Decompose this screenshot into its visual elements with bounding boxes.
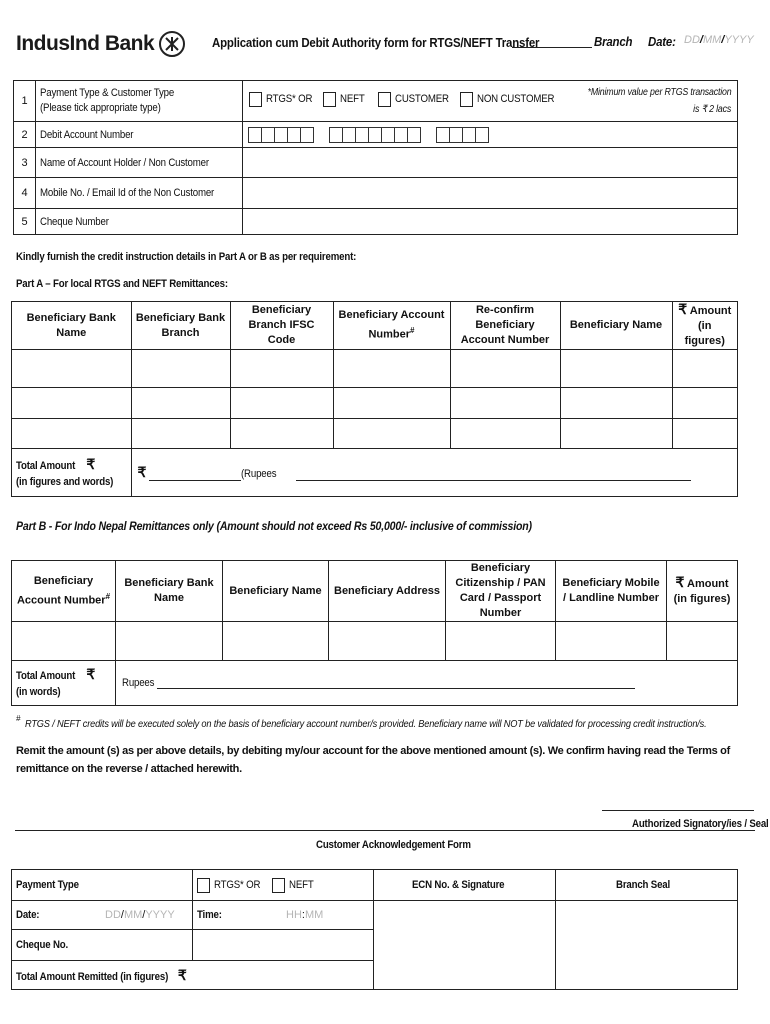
cell-input[interactable]	[446, 622, 556, 661]
branch-seal-label: Branch Seal	[615, 879, 670, 891]
ack-rtgs-checkbox[interactable]	[197, 878, 210, 893]
rupee-icon: ₹	[177, 966, 187, 983]
cell-input[interactable]	[450, 350, 560, 388]
ack-time-label: Time:	[197, 909, 222, 921]
table-row	[12, 350, 738, 388]
rupees-label: Rupees	[122, 677, 155, 689]
row-debit-account	[14, 122, 738, 148]
cell-input[interactable]	[333, 419, 450, 449]
neft-checkbox[interactable]	[323, 92, 336, 107]
cell-input[interactable]	[672, 350, 738, 388]
ack-total-label: Total Amount Remitted (in figures)	[16, 970, 169, 983]
cell-input[interactable]	[667, 622, 738, 661]
row-payment-type	[14, 81, 738, 122]
cell-input[interactable]	[672, 419, 738, 449]
ack-title: Customer Acknowledgement Form	[316, 839, 471, 851]
hash-mark: #	[105, 591, 111, 601]
payment-options-cell	[242, 81, 737, 122]
min-note-line1: *Minimum value per RTGS transaction	[587, 87, 731, 98]
part-a-table	[11, 301, 738, 497]
date-sep: /	[699, 34, 703, 46]
date-mm: MM	[702, 34, 722, 46]
debit-account-boxes	[242, 122, 737, 148]
col-header: Beneficiary Account Number	[16, 574, 106, 607]
part-b-table	[11, 560, 738, 706]
header-date-field[interactable]	[648, 34, 754, 49]
cell-input[interactable]	[131, 419, 230, 449]
cell-input[interactable]	[560, 388, 672, 419]
ack-neft-checkbox[interactable]	[272, 878, 285, 893]
cell-input[interactable]	[223, 622, 329, 661]
part-b-heading	[16, 519, 602, 533]
branch-field[interactable]	[512, 47, 592, 48]
customer-checkbox[interactable]	[378, 92, 391, 107]
row-number: 5	[14, 209, 36, 235]
authorization-text: Remit the amount (s) as per above details, by debiting my/our account for the above mentioned amount (s). We confirm having read the Terms of remittance on the reverse / attached herewith.	[16, 745, 730, 775]
cell-input[interactable]	[131, 350, 230, 388]
part-a-total-row	[12, 449, 738, 497]
total-words-line[interactable]	[296, 469, 691, 481]
footnote-text: RTGS / NEFT credits will be executed solely on the basis of beneficiary account number/s provided. Beneficiary name will NOT be validated for processing credit instruction/s.	[24, 718, 707, 731]
row-number: 3	[14, 148, 36, 178]
total-amount-hint: (in figures and words)	[16, 475, 114, 488]
row-number: 2	[14, 122, 36, 148]
customer-label: CUSTOMER	[394, 93, 449, 106]
ack-cheque-input[interactable]	[193, 930, 374, 961]
cell-input[interactable]	[12, 419, 132, 449]
time-sep: :	[301, 909, 305, 921]
col-header: Amount (in figures)	[673, 578, 731, 605]
rupee-icon: ₹	[86, 666, 96, 682]
total-amount-hint: (in words)	[16, 686, 61, 698]
bank-logo-text: IndusInd Bank	[16, 32, 155, 55]
neft-option[interactable]	[323, 92, 368, 107]
account-holder-input[interactable]	[242, 148, 737, 178]
cell-input[interactable]	[672, 388, 738, 419]
cell-input[interactable]	[556, 622, 667, 661]
ack-total-cell[interactable]	[12, 961, 374, 990]
cell-input[interactable]	[450, 388, 560, 419]
ack-date-cell[interactable]	[12, 901, 193, 930]
total-figures-line[interactable]	[149, 469, 241, 481]
col-header: Beneficiary Mobile / Landline Number	[562, 577, 660, 604]
rupees-label: (Rupees	[241, 468, 277, 480]
col-header: Amount (in figures)	[684, 305, 732, 347]
cell-input[interactable]	[560, 419, 672, 449]
branch-label: Branch	[594, 34, 633, 49]
cell-input[interactable]	[333, 350, 450, 388]
rupee-icon: ₹	[86, 455, 96, 472]
ack-date-mm: MM	[123, 909, 143, 921]
cheque-number-input[interactable]	[242, 209, 737, 235]
cell-input[interactable]	[230, 350, 333, 388]
account-box-group-3[interactable]	[437, 128, 489, 140]
noncustomer-option[interactable]	[460, 92, 565, 107]
row-number: 4	[14, 178, 36, 209]
date-yyyy: YYYY	[724, 34, 754, 46]
ack-cheque-label: Cheque No.	[16, 939, 69, 951]
mobile-email-label: Mobile No. / Email Id of the Non Customer	[40, 187, 215, 199]
col-header: Beneficiary Account Number	[338, 309, 445, 341]
cell-input[interactable]	[131, 388, 230, 419]
table-row	[12, 419, 738, 449]
account-holder-label: Name of Account Holder / Non Customer	[40, 156, 209, 169]
total-words-line[interactable]	[157, 677, 635, 689]
col-header: Beneficiary Bank Branch	[135, 311, 226, 339]
row-cheque-number	[14, 209, 738, 235]
col-header: Beneficiary Citizenship / PAN Card / Passport Number	[455, 562, 546, 619]
ecn-cell	[374, 870, 556, 901]
row-mobile-email	[14, 178, 738, 209]
part-b-limit: (Amount should not exceed Rs 50,000/- inclusive of commission)	[216, 519, 532, 533]
total-label-cell	[12, 661, 116, 706]
ack-neft-option[interactable]	[272, 879, 317, 891]
rupee-icon: ₹	[137, 464, 147, 480]
neft-label: NEFT	[339, 93, 365, 106]
cell-input[interactable]	[560, 350, 672, 388]
cell-input[interactable]	[333, 388, 450, 419]
payment-type-hint: (Please tick appropriate type)	[40, 102, 161, 114]
col-header: Re-confirm Beneficiary Account Number	[460, 304, 550, 346]
cell-input[interactable]	[230, 419, 333, 449]
row-account-holder	[14, 148, 738, 178]
ecn-label: ECN No. & Signature	[412, 879, 505, 891]
debit-account-label: Debit Account Number	[40, 128, 134, 141]
ack-time-placeholder	[286, 909, 323, 921]
cell-input[interactable]	[12, 622, 116, 661]
cell-input[interactable]	[12, 350, 132, 388]
col-header: Beneficiary Name	[569, 319, 663, 331]
total-amount-field[interactable]	[131, 449, 738, 497]
table-row	[12, 622, 738, 661]
cell-input[interactable]	[12, 388, 132, 419]
ack-payment-type-label: Payment Type	[16, 879, 79, 891]
part-b-header-row	[12, 561, 738, 622]
ack-date-dd: DD	[105, 909, 121, 921]
col-header: Beneficiary Address	[334, 584, 440, 597]
total-words-field[interactable]	[116, 661, 738, 706]
cell-input[interactable]	[230, 388, 333, 419]
ack-row-payment	[12, 870, 738, 901]
minimum-value-note	[568, 84, 731, 118]
date-dd: DD	[684, 34, 700, 46]
part-b-total-row	[12, 661, 738, 706]
ack-neft-label: NEFT	[288, 878, 314, 891]
branch-seal-area	[556, 901, 738, 990]
ack-table	[11, 869, 738, 990]
header-date-label: Date:	[648, 34, 676, 49]
hash-mark: #	[16, 714, 21, 723]
total-amount-label: Total Amount	[16, 670, 76, 682]
customer-details-table	[13, 80, 738, 235]
total-label-cell	[12, 449, 132, 497]
col-header: Beneficiary Bank Name	[124, 577, 214, 604]
row-number: 1	[14, 81, 36, 122]
rtgs-label: RTGS* OR	[265, 93, 313, 106]
row-label	[36, 81, 243, 122]
bank-logo	[16, 28, 186, 60]
ack-time-cell[interactable]	[193, 901, 374, 930]
mobile-email-input[interactable]	[242, 178, 737, 209]
cell-input[interactable]	[329, 622, 446, 661]
account-box-group-1[interactable]	[249, 128, 314, 140]
date-sep: /	[142, 909, 146, 921]
cell-input[interactable]	[116, 622, 223, 661]
ack-rtgs-label: RTGS* OR	[214, 878, 261, 891]
customer-option[interactable]	[378, 92, 456, 107]
date-sep: /	[120, 909, 124, 921]
ecn-signature-area[interactable]	[374, 901, 556, 990]
part-a-header-row	[12, 302, 738, 350]
ack-time-hh: HH	[286, 909, 302, 921]
col-header: Beneficiary Bank Name	[26, 311, 116, 339]
ack-time-mm: MM	[304, 909, 324, 921]
total-amount-label: Total Amount	[16, 459, 76, 472]
instruction-text: Kindly furnish the credit instruction details in Part A or B as per requirement:	[16, 251, 357, 263]
ack-date-label: Date:	[16, 909, 40, 921]
ack-date-placeholder	[105, 909, 175, 921]
col-header: Beneficiary Branch IFSC Code	[248, 304, 315, 346]
signature-line[interactable]	[602, 810, 754, 811]
noncustomer-checkbox[interactable]	[460, 92, 473, 107]
section-divider	[15, 830, 755, 831]
ack-row-date	[12, 901, 738, 930]
min-note-line2: is ₹ 2 lacs	[693, 104, 731, 115]
part-a-heading: Part A – For local RTGS and NEFT Remittances:	[16, 278, 228, 290]
hash-mark: #	[410, 326, 415, 336]
ack-rtgs-option[interactable]	[197, 879, 267, 891]
footnote	[16, 714, 756, 732]
branch-seal-cell	[556, 870, 738, 901]
date-sep: /	[721, 34, 725, 46]
rtgs-checkbox[interactable]	[249, 92, 262, 107]
rupee-icon: ₹	[675, 574, 685, 590]
signatory-label: Authorized Signatory/ies / Seal	[632, 818, 769, 830]
rtgs-option[interactable]	[249, 92, 319, 107]
ack-payment-options	[193, 870, 374, 901]
part-b-title: Part B - For Indo Nepal Remittances only	[16, 519, 214, 533]
bank-emblem-icon	[158, 30, 186, 58]
col-header: Beneficiary Name	[229, 584, 322, 597]
payment-type-label: Payment Type & Customer Type	[40, 87, 175, 99]
form-title: Application cum Debit Authority form for RTGS/NEFT Transfer	[212, 35, 540, 50]
account-box-group-2[interactable]	[330, 128, 421, 140]
rupee-icon: ₹	[678, 301, 688, 317]
cheque-number-label: Cheque Number	[40, 215, 109, 228]
ack-date-yyyy: YYYY	[145, 909, 175, 921]
cell-input[interactable]	[450, 419, 560, 449]
table-row	[12, 388, 738, 419]
noncustomer-label: NON CUSTOMER	[476, 93, 555, 106]
